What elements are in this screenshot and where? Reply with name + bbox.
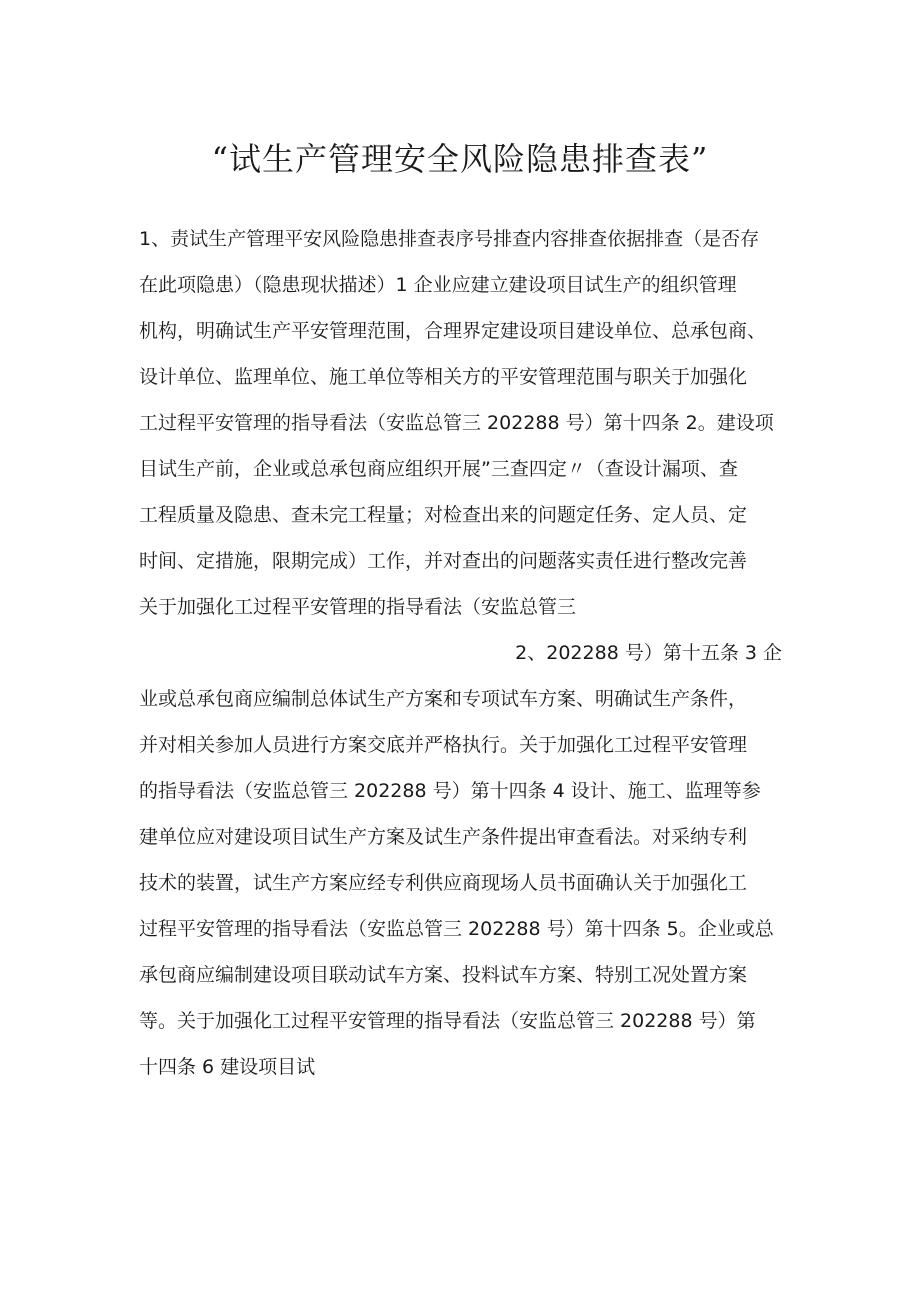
text-line-3: 机构，明确试生产平安管理范围，合理界定建设项目建设单位、总承包商、 <box>139 320 767 342</box>
text-line-19: 十四条 6 建设项目试 <box>139 1056 316 1078</box>
text-line-14: 建单位应对建设项目试生产方案及试生产条件提出审查看法。对采纳专利 <box>139 826 748 848</box>
text-line-1: 1、责试生产管理平安风险隐患排查表序号排查内容排查依据排查（是否存 <box>139 228 760 250</box>
text-line-5: 工过程平安管理的指导看法（安监总管三 202288 号）第十四条 2。建设项 <box>139 412 774 434</box>
text-line-6: 目试生产前，企业或总承包商应组织开展”三查四定〃（查设计漏项、查 <box>139 458 738 480</box>
text-line-11: 业或总承包商应编制总体试生产方案和专项试车方案、明确试生产条件， <box>139 688 748 710</box>
text-line-2: 在此项隐患）（隐患现状描述）1 企业应建立建设项目试生产的组织管理 <box>139 274 737 296</box>
document-title: “试生产管理安全风险隐患排查表” <box>211 140 709 178</box>
text-line-13: 的指导看法（安监总管三 202288 号）第十四条 4 设计、施工、监理等参 <box>139 780 761 802</box>
text-line-16: 过程平安管理的指导看法（安监总管三 202288 号）第十四条 5。企业或总 <box>139 918 774 940</box>
text-line-18: 等。关于加强化工过程平安管理的指导看法（安监总管三 202288 号）第 <box>139 1010 756 1032</box>
text-line-7: 工程质量及隐患、查未完工程量；对检查出来的问题定任务、定人员、定 <box>139 504 748 526</box>
text-line-15: 技术的装置，试生产方案应经专利供应商现场人员书面确认关于加强化工 <box>139 872 748 894</box>
text-line-17: 承包商应编制建设项目联动试车方案、投料试车方案、特别工况处置方案 <box>139 964 748 986</box>
text-line-8: 时间、定措施，限期完成）工作，并对查出的问题落实责任进行整改完善 <box>139 550 748 572</box>
text-line-10: 2、202288 号）第十五条 3 企 <box>515 642 782 664</box>
text-line-12: 并对相关参加人员进行方案交底并严格执行。关于加强化工过程平安管理 <box>139 734 748 756</box>
text-line-4: 设计单位、监理单位、施工单位等相关方的平安管理范围与职关于加强化 <box>139 366 748 388</box>
text-line-9: 关于加强化工过程平安管理的指导看法（安监总管三 <box>139 596 577 618</box>
